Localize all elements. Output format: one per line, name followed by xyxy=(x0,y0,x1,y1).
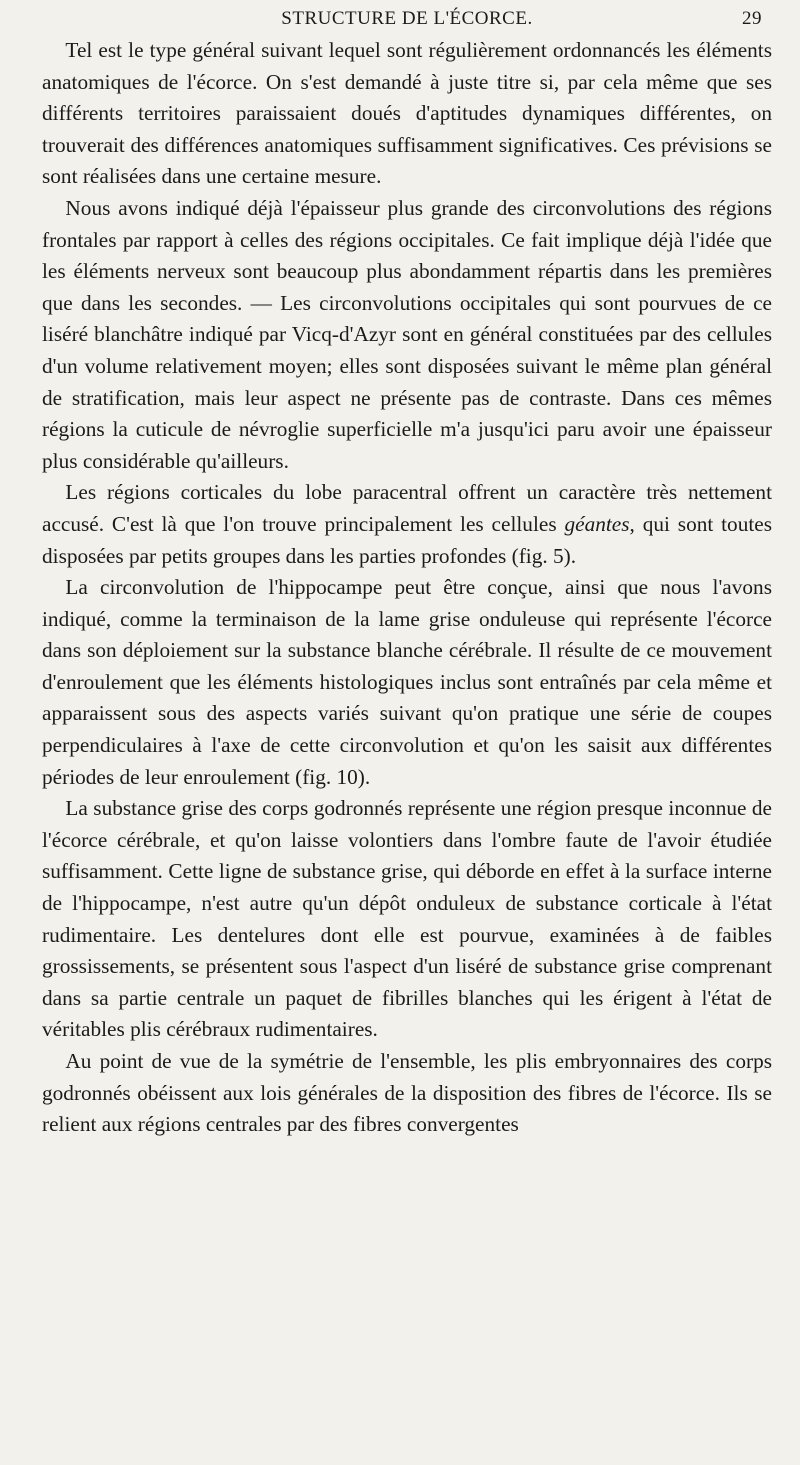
running-title: STRUCTURE DE L'ÉCORCE. xyxy=(281,8,533,29)
emphasized-term: géantes xyxy=(564,511,630,536)
running-head xyxy=(42,8,772,30)
paragraph-1: Tel est le type général suivant lequel sont régulièrement ordonnancés les éléments anatomiques de l'écorce. On s'est demandé à juste titre si, par cela même que ses différents territoires paraissaient doués d'aptitudes dynamiques différentes, on trouverait des différences anatomiques suffisamment significatives. Ces prévisions se sont réalisées dans une certaine mesure. xyxy=(42,38,772,189)
page-number: 29 xyxy=(742,8,762,29)
paragraph-2: Nous avons indiqué déjà l'épaisseur plus grande des circonvolutions des régions frontales par rapport à celles des régions occipitales. Ce fait implique déjà l'idée que les éléments nerveux sont beaucoup plus abondamment répartis dans les premières que dans les secondes. — Les circonvolutions occipitales qui sont pourvues de ce liséré blanchâtre indiqué par Vicq-d'Azyr sont en général constituées par des cellules d'un volume relativement moyen; elles sont disposées suivant le même plan général de stratification, mais leur aspect ne présente pas de contraste. Dans ces mêmes régions la cuticule de névroglie superficielle m'a jusqu'ici paru avoir une épaisseur plus considérable qu'ailleurs. xyxy=(42,195,772,473)
book-page xyxy=(0,8,800,1465)
body-text xyxy=(42,35,772,1141)
paragraph-5: La substance grise des corps godronnés représente une région presque inconnue de l'écorce cérébrale, et qu'on laisse volontiers dans l'ombre faute de l'avoir étudiée suffisamment. Cette ligne de substance grise, qui déborde en effet à la surface interne de l'hippocampe, n'est autre qu'un dépôt onduleux de substance corticale à l'état rudimentaire. Les dentelures dont elle est pourvue, examinées à de faibles grossissements, se présentent sous l'aspect d'un liséré de substance grise comprenant dans sa partie centrale un paquet de fibrilles blanches qui les érigent à l'état de véritables plis cérébraux rudimentaires. xyxy=(42,796,772,1042)
paragraph-4: La circonvolution de l'hippocampe peut être conçue, ainsi que nous l'avons indiqué, comme la terminaison de la lame grise onduleuse qui représente l'écorce dans son déploiement sur la substance blanche cérébrale. Il résulte de ce mouvement d'enroulement que les éléments histologiques inclus sont entraînés par cela même et apparaissent sous des aspects variés suivant qu'on pratique une série de coupes perpendiculaires à l'axe de cette circonvolution et qu'on les saisit aux différentes périodes de leur enroulement (fig. 10). xyxy=(42,575,772,789)
paragraph-3-text-after: , qui sont toutes disposées par petits groupes dans les parties profondes (fig. 5). xyxy=(42,511,773,568)
paragraph-3 xyxy=(42,477,772,572)
paragraph-3-text-before: Les régions corticales du lobe paracentral offrent un caractère très nettement accusé. C'est là que l'on trouve principalement les cellules xyxy=(42,480,772,536)
paragraph-6: Au point de vue de la symétrie de l'ensemble, les plis embryonnaires des corps godronnés obéissent aux lois générales de la disposition des fibres de l'écorce. Ils se relient aux régions centrales par des fibres convergentes xyxy=(42,1049,772,1137)
